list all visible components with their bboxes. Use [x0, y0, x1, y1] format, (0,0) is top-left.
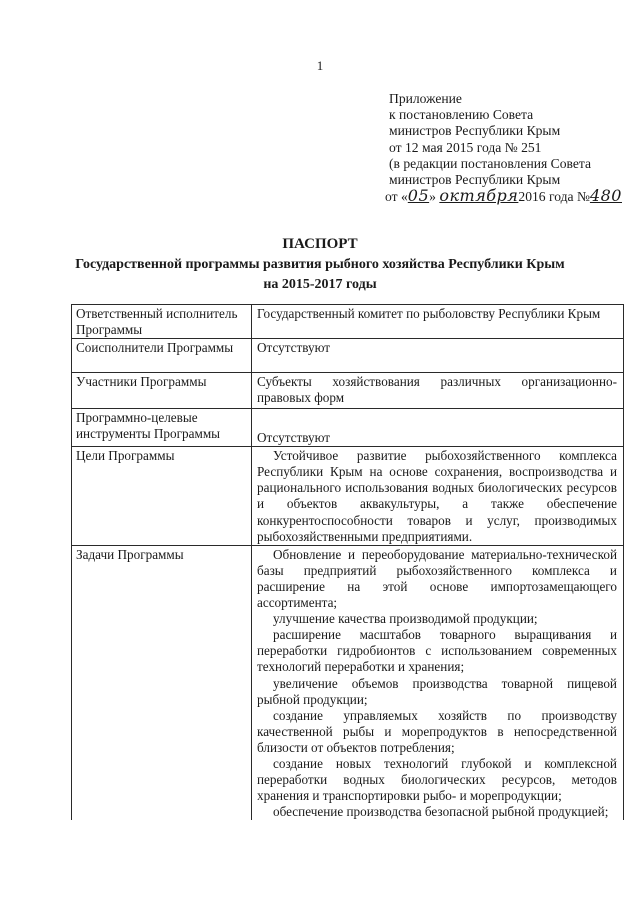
task-item: обеспечение производства безопасной рыбной продукцией;: [273, 804, 609, 820]
row-label: Задачи Программы: [72, 545, 252, 820]
table-row: [72, 447, 624, 546]
row-value: [252, 545, 624, 820]
date-prefix: от «: [385, 189, 408, 205]
approval-line: Приложение: [389, 91, 462, 106]
row-label: Соисполнители Программы: [72, 339, 252, 373]
handwritten-month: октября: [439, 186, 519, 206]
passport-table: [71, 304, 624, 820]
approval-line: министров Республики Крым: [389, 172, 561, 188]
row-value: Устойчивое развитие рыбохозяйственного комплекса Республики Крым на основе сохранения, воспроизводства и рационального использования водных биологических ресурсов и объектов аквакультуры, а также обеспечение конкурентоспособности товаров и услуг, производимых рыбохозяйственными предприятиями.: [252, 447, 624, 546]
task-item: создание новых технологий глубокой и комплексной переработки водных биологических ресурсов, методов хранения и транспортировки рыбо- и морепродукции;: [257, 755, 617, 804]
table-row: [72, 373, 624, 409]
table-row: [72, 409, 624, 447]
row-label: Ответственный исполнитель Программы: [72, 305, 252, 339]
program-period: на 2015-2017 годы: [263, 277, 377, 292]
task-item: расширение масштабов товарного выращивания и переработки гидробионтов с использованием современных технологий переработки и хранения;: [257, 627, 617, 675]
document-title: ПАСПОРТ: [282, 236, 358, 252]
date-year-number: 2016 года №: [518, 189, 590, 205]
row-value: Государственный комитет по рыболовству Республики Крым: [252, 305, 624, 339]
date-quote: »: [429, 189, 440, 205]
approval-block: [385, 91, 622, 206]
row-value: Отсутствуют: [252, 339, 624, 373]
table-row: [72, 305, 624, 339]
handwritten-day: 05: [407, 186, 430, 206]
approval-date-line: [385, 188, 622, 205]
row-label: Программно-целевые инструменты Программы: [72, 409, 252, 447]
program-name: Государственной программы развития рыбного хозяйства Республики Крым: [75, 257, 565, 272]
table-row: [72, 339, 624, 373]
handwritten-number: 480: [589, 186, 622, 206]
row-label: Участники Программы: [72, 373, 252, 409]
row-value: Субъекты хозяйствования различных организационно-правовых форм: [252, 373, 624, 409]
task-item: создание управляемых хозяйств по производству качественной рыбы и морепродуктов в непосредственной близости от объектов потребления;: [257, 707, 617, 755]
approval-line: (в редакции постановления Совета: [389, 155, 592, 171]
task-item: улучшение качества производимой продукции;: [273, 611, 538, 627]
row-label: Цели Программы: [72, 447, 252, 546]
row-value: Отсутствуют: [252, 409, 624, 447]
task-item: Обновление и переоборудование материально-технической базы предприятий рыбохозяйственного комплекса и расширение на этой основе импортозамещающего ассортимента;: [257, 546, 617, 611]
approval-line: министров Республики Крым: [389, 123, 561, 139]
task-item: увеличение объемов производства товарной пищевой рыбной продукции;: [257, 675, 617, 707]
page-number: 1: [316, 58, 324, 73]
approval-line: к постановлению Совета: [389, 107, 534, 123]
approval-line: от 12 мая 2015 года № 251: [389, 139, 542, 155]
table-row: [72, 545, 624, 820]
